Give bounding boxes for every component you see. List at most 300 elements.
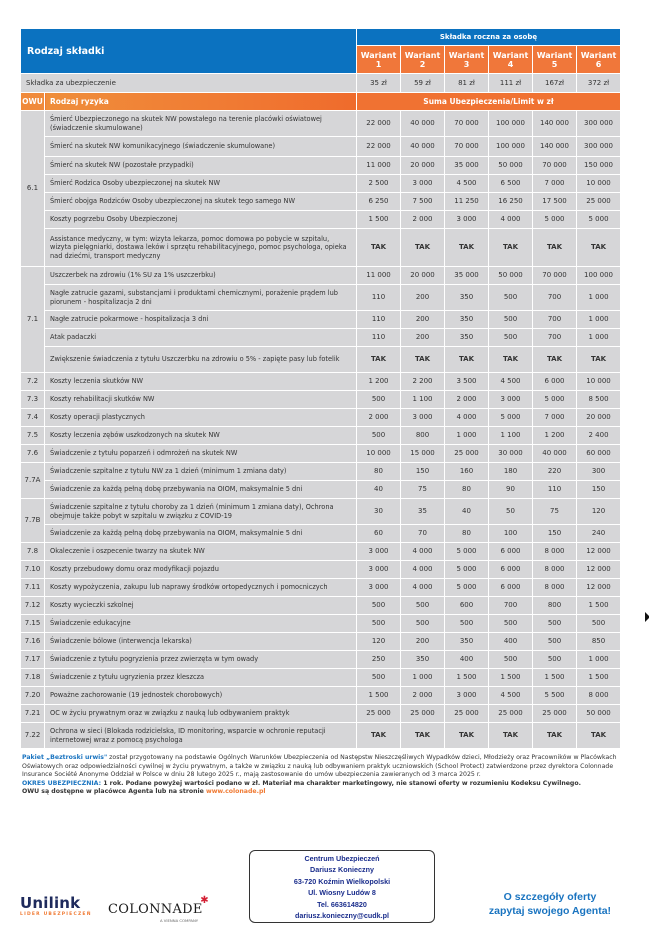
table-row (21, 499, 621, 525)
sum-value-variant-2: 25 000 (401, 705, 445, 723)
table-row (21, 409, 621, 427)
owu-code: 7.21 (21, 705, 45, 723)
sum-value-variant-2: 40 000 (401, 137, 445, 157)
sum-value-variant-1: 11 000 (357, 267, 401, 285)
owu-column-header: OWU (21, 93, 45, 111)
owu-code: 7.17 (21, 651, 45, 669)
package-text: został przygotowany na podstawie Ogólnych Warunków Ubezpieczenia od Następstw Nieszczęśliwych Wypadków dzieci, Młodzieży oraz Pracowników w Placówkach Oświatowych oraz odpowiedzialności cywilnej w życiu prywatnym, a także w związku z nauką lub odbywaniem praktyk uczniowskich (School Protect) zatwierdzone przez dyrektora Colonnade Insurance Société Anonyme Oddział w Polsce w dniu 28 lutego 2025 r., mają zastosowanie do umów ubezpieczenia zawieranych od 3 marca 2025 r. (22, 754, 617, 779)
sum-value-variant-2: 350 (401, 651, 445, 669)
variant-header-6 (577, 46, 621, 74)
risk-description: Assistance medyczny, w tym: wizyta lekarza, pomoc domowa po pobycie w szpitalu, wizyta pielęgniarki, dostawa leków i sprzętu rehabilitacyjnego, pomoc psychologa, opieka nad dziećmi, transport medyczny (45, 229, 357, 267)
agent-contact-box (249, 850, 435, 923)
maple-leaf-icon: ✱ (200, 895, 209, 906)
sum-value-variant-6: 1 000 (577, 285, 621, 311)
variant-number: 6 (595, 59, 602, 69)
sum-value-variant-3: 40 (445, 499, 489, 525)
table-row (21, 311, 621, 329)
risk-description: Świadczenie z tytułu poparzeń i odmrożeń na skutek NW (45, 445, 357, 463)
sum-value-variant-3: 350 (445, 285, 489, 311)
agent-name: Dariusz Konieczny (310, 865, 374, 875)
owu-code: 7.10 (21, 561, 45, 579)
sum-value-variant-5: 25 000 (533, 705, 577, 723)
sum-value-variant-6: TAK (577, 229, 621, 267)
table-row (21, 705, 621, 723)
sum-value-variant-2: 1 000 (401, 669, 445, 687)
sum-value-variant-5: 75 (533, 499, 577, 525)
sum-value-variant-4: 700 (489, 597, 533, 615)
table-row (21, 651, 621, 669)
variant-word: Wariant (492, 50, 529, 60)
sum-value-variant-3: 80 (445, 525, 489, 543)
sum-value-variant-4: 6 000 (489, 579, 533, 597)
sum-value-variant-2: 500 (401, 615, 445, 633)
sum-value-variant-5: 220 (533, 463, 577, 481)
sum-value-variant-4: 400 (489, 633, 533, 651)
sum-value-variant-2: 2 000 (401, 211, 445, 229)
coverage-table (20, 28, 621, 749)
sum-value-variant-2: 150 (401, 463, 445, 481)
sum-value-variant-5: 5 000 (533, 211, 577, 229)
sum-value-variant-4: 4 500 (489, 687, 533, 705)
sum-value-variant-5: 700 (533, 329, 577, 347)
sum-value-variant-6: 850 (577, 633, 621, 651)
owu-code: 6.1 (21, 111, 45, 267)
sum-value-variant-4: TAK (489, 723, 533, 749)
sum-value-variant-3: TAK (445, 723, 489, 749)
owu-code: 7.7A (21, 463, 45, 499)
variant-word: Wariant (404, 50, 441, 60)
sum-value-variant-4: 4 000 (489, 211, 533, 229)
sum-value-variant-6: 1 000 (577, 329, 621, 347)
sum-value-variant-1: 25 000 (357, 705, 401, 723)
sum-value-variant-2: 1 100 (401, 391, 445, 409)
owu-line (22, 788, 627, 797)
owu-code: 7.3 (21, 391, 45, 409)
sum-value-variant-5: 1 200 (533, 427, 577, 445)
table-row (21, 597, 621, 615)
sum-value-variant-6: 500 (577, 615, 621, 633)
sum-value-variant-3: 4 000 (445, 409, 489, 427)
table-row (21, 211, 621, 229)
sum-value-variant-3: 70 000 (445, 137, 489, 157)
sum-value-variant-6: 8 500 (577, 391, 621, 409)
annual-premium-label: Składka roczna za osobę (357, 29, 621, 46)
sum-value-variant-5: TAK (533, 723, 577, 749)
sum-value-variant-4: 1 500 (489, 669, 533, 687)
table-row (21, 561, 621, 579)
sum-value-variant-6: 25 000 (577, 193, 621, 211)
sum-value-variant-6: 5 000 (577, 211, 621, 229)
agent-street: Ul. Wiosny Ludów 8 (308, 888, 376, 898)
table-row (21, 615, 621, 633)
owu-code: 7.12 (21, 597, 45, 615)
package-name: Pakiet „Beztroski urwis" (22, 754, 108, 761)
risk-description: Świadczenie szpitalne z tytułu choroby za 1 dzień (minimum 1 zmiana daty), Ochrona obejmuje także pobyt w szpitalu w związku z COVID-19 (45, 499, 357, 525)
table-row (21, 175, 621, 193)
owu-code: 7.6 (21, 445, 45, 463)
sum-value-variant-1: 3 000 (357, 543, 401, 561)
sum-value-variant-2: 70 (401, 525, 445, 543)
risk-description: Ochrona w sieci (Blokada rodzicielska, ID monitoring, wsparcie w ochronie reputacji internetowej wraz z pomocą psychologa (45, 723, 357, 749)
sum-value-variant-1: 110 (357, 329, 401, 347)
colonnade-logo (108, 895, 209, 923)
sum-value-variant-4: 4 500 (489, 373, 533, 391)
sum-value-variant-3: 350 (445, 329, 489, 347)
sum-value-variant-3: 70 000 (445, 111, 489, 137)
sum-value-variant-2: 4 000 (401, 579, 445, 597)
sum-value-variant-5: 500 (533, 615, 577, 633)
header-row-top (21, 29, 621, 46)
sum-value-variant-1: TAK (357, 229, 401, 267)
risk-description: Zwiększenie świadczenia z tytułu Uszczerbku na zdrowiu o 5% - zapięte pasy lub fotelik (45, 347, 357, 373)
sum-value-variant-6: 1 500 (577, 597, 621, 615)
risk-description: Koszty rehabilitacji skutków NW (45, 391, 357, 409)
variant-number: 1 (375, 59, 382, 69)
sum-value-variant-3: 35 000 (445, 267, 489, 285)
sum-value-variant-3: 5 000 (445, 543, 489, 561)
sum-value-variant-4: 6 000 (489, 543, 533, 561)
risk-description: Świadczenie z tytułu pogryzienia przez zwierzęta w tym owady (45, 651, 357, 669)
sum-value-variant-6: 12 000 (577, 561, 621, 579)
sum-value-variant-6: 150 000 (577, 157, 621, 175)
variant-header-4 (489, 46, 533, 74)
section-header-row (21, 93, 621, 111)
sum-value-variant-6: 1 000 (577, 651, 621, 669)
risk-description: Śmierć obojga Rodziców Osoby ubezpieczonej na skutek tego samego NW (45, 193, 357, 211)
table-row (21, 543, 621, 561)
colonnade-name: COLONNADE (108, 902, 203, 917)
table-row (21, 481, 621, 499)
sum-value-variant-1: 1 200 (357, 373, 401, 391)
sum-value-variant-5: 150 (533, 525, 577, 543)
premium-row-label: Składka za ubezpieczenie (21, 74, 357, 93)
sum-value-variant-5: 500 (533, 633, 577, 651)
owu-text: OWU są dostępne w placówce Agenta lub na stronie (22, 788, 206, 796)
sum-value-variant-5: 800 (533, 597, 577, 615)
sum-value-variant-5: 500 (533, 651, 577, 669)
owu-code: 7.5 (21, 427, 45, 445)
sum-value-variant-2: 2 000 (401, 687, 445, 705)
sum-value-variant-6: 1 500 (577, 669, 621, 687)
sum-value-variant-5: 6 000 (533, 373, 577, 391)
table-row (21, 391, 621, 409)
sum-value-variant-1: 40 (357, 481, 401, 499)
premium-value-variant-6: 372 zł (577, 74, 621, 93)
table-row (21, 445, 621, 463)
sum-value-variant-4: 6 500 (489, 175, 533, 193)
sum-value-variant-6: 300 (577, 463, 621, 481)
sum-value-variant-1: 3 000 (357, 561, 401, 579)
sum-value-variant-1: 500 (357, 391, 401, 409)
sum-value-variant-4: 6 000 (489, 561, 533, 579)
sum-value-variant-2: 200 (401, 329, 445, 347)
risk-description: Śmierć na skutek NW (pozostałe przypadki) (45, 157, 357, 175)
sum-value-variant-2: 4 000 (401, 543, 445, 561)
variant-header-5 (533, 46, 577, 74)
table-row (21, 157, 621, 175)
variant-header-2 (401, 46, 445, 74)
risk-description: Poważne zachorowanie (19 jednostek chorobowych) (45, 687, 357, 705)
agent-email[interactable]: dariusz.konieczny@cudk.pl (294, 911, 390, 921)
sum-value-variant-6: TAK (577, 347, 621, 373)
sum-value-variant-6: 20 000 (577, 409, 621, 427)
sum-value-variant-1: 11 000 (357, 157, 401, 175)
risk-column-header: Rodzaj ryzyka (45, 93, 357, 111)
sum-value-variant-4: TAK (489, 229, 533, 267)
sum-value-variant-5: 40 000 (533, 445, 577, 463)
sum-value-variant-6: 120 (577, 499, 621, 525)
call-to-action (455, 890, 645, 918)
table-row (21, 111, 621, 137)
sum-value-variant-3: 25 000 (445, 445, 489, 463)
sum-value-variant-4: 25 000 (489, 705, 533, 723)
sum-value-variant-3: 2 000 (445, 391, 489, 409)
owu-code: 7.16 (21, 633, 45, 651)
sum-value-variant-2: 20 000 (401, 267, 445, 285)
variant-number: 2 (419, 59, 426, 69)
table-row (21, 525, 621, 543)
sum-value-variant-5: 7 000 (533, 175, 577, 193)
sum-value-variant-3: 80 (445, 481, 489, 499)
sum-value-variant-4: 100 000 (489, 111, 533, 137)
sum-value-variant-3: 350 (445, 633, 489, 651)
sum-value-variant-3: 3 500 (445, 373, 489, 391)
sum-value-variant-3: 4 500 (445, 175, 489, 193)
sum-value-variant-4: 3 000 (489, 391, 533, 409)
table-row (21, 373, 621, 391)
sum-value-variant-4: 50 (489, 499, 533, 525)
sum-value-variant-3: TAK (445, 229, 489, 267)
sum-value-variant-1: 22 000 (357, 111, 401, 137)
variant-number: 4 (507, 59, 514, 69)
risk-description: Atak padaczki (45, 329, 357, 347)
table-row (21, 463, 621, 481)
sum-insured-header: Suma Ubezpieczenia/Limit w zł (357, 93, 621, 111)
sum-value-variant-1: 110 (357, 311, 401, 329)
premium-value-variant-4: 111 zł (489, 74, 533, 93)
unilink-name: Unilink (20, 894, 81, 912)
premium-value-variant-1: 35 zł (357, 74, 401, 93)
package-description (22, 754, 627, 780)
sum-value-variant-2: TAK (401, 229, 445, 267)
unilink-tagline: LIDER UBEZPIECZEŃ (20, 912, 92, 917)
sum-value-variant-1: 2 500 (357, 175, 401, 193)
sum-value-variant-4: 500 (489, 311, 533, 329)
sum-value-variant-2: 35 (401, 499, 445, 525)
variant-word: Wariant (360, 50, 397, 60)
sum-value-variant-5: 70 000 (533, 267, 577, 285)
owu-code: 7.1 (21, 267, 45, 373)
sum-value-variant-2: TAK (401, 723, 445, 749)
premium-type-title: Rodzaj składki (21, 29, 357, 74)
page-scroll-arrow-icon[interactable] (645, 612, 649, 622)
sum-value-variant-4: 500 (489, 615, 533, 633)
sum-value-variant-1: 2 000 (357, 409, 401, 427)
risk-description: Śmierć na skutek NW komunikacyjnego (świadczenie skumulowane) (45, 137, 357, 157)
risk-description: Koszty operacji plastycznych (45, 409, 357, 427)
sum-value-variant-4: 500 (489, 329, 533, 347)
premium-row (21, 74, 621, 93)
sum-value-variant-5: TAK (533, 229, 577, 267)
owu-code: 7.22 (21, 723, 45, 749)
table-row (21, 137, 621, 157)
variant-word: Wariant (448, 50, 485, 60)
period-label: OKRES UBEZPIECZNIA: (22, 779, 102, 787)
risk-description: Świadczenie za każdą pełną dobę przebywania na OIOM, maksymalnie 5 dni (45, 481, 357, 499)
risk-description: Koszty wypożyczenia, zakupu lub naprawy środków ortopedycznych i pomocniczych (45, 579, 357, 597)
sum-value-variant-3: 160 (445, 463, 489, 481)
table-row (21, 687, 621, 705)
sum-value-variant-5: TAK (533, 347, 577, 373)
sum-value-variant-3: TAK (445, 347, 489, 373)
sum-value-variant-1: 500 (357, 597, 401, 615)
sum-value-variant-2: 15 000 (401, 445, 445, 463)
sum-value-variant-3: 3 000 (445, 211, 489, 229)
risk-description: Koszty wycieczki szkolnej (45, 597, 357, 615)
sum-value-variant-4: 100 000 (489, 137, 533, 157)
risk-description: Świadczenie za każdą pełną dobę przebywania na OIOM, maksymalnie 5 dni (45, 525, 357, 543)
sum-value-variant-6: 10 000 (577, 373, 621, 391)
period-text: 1 rok. Podane powyżej wartości podano w zł. Materiał ma charakter marketingowy, nie stanowi oferty w rozumieniu Kodeksu Cywilnego. (101, 779, 581, 787)
sum-value-variant-1: 1 500 (357, 211, 401, 229)
sum-value-variant-3: 5 000 (445, 561, 489, 579)
owu-code: 7.4 (21, 409, 45, 427)
sum-value-variant-2: 4 000 (401, 561, 445, 579)
sum-value-variant-5: 700 (533, 285, 577, 311)
sum-value-variant-1: 22 000 (357, 137, 401, 157)
sum-value-variant-6: TAK (577, 723, 621, 749)
sum-value-variant-5: 5 500 (533, 687, 577, 705)
sum-value-variant-6: 1 000 (577, 311, 621, 329)
sum-value-variant-3: 25 000 (445, 705, 489, 723)
agent-phone[interactable]: Tel. 663614820 (317, 899, 367, 909)
risk-description: Nagłe zatrucie pokarmowe - hospitalizacja 3 dni (45, 311, 357, 329)
footnote (22, 754, 627, 797)
sum-value-variant-3: 400 (445, 651, 489, 669)
sum-value-variant-4: 1 100 (489, 427, 533, 445)
risk-description: Śmierć Ubezpieczonego na skutek NW powstałego na terenie placówki oświatowej (świadczenie skumulowane) (45, 111, 357, 137)
unilink-logo (20, 896, 92, 917)
sum-value-variant-2: 200 (401, 633, 445, 651)
sum-value-variant-6: 60 000 (577, 445, 621, 463)
sum-value-variant-4: 100 (489, 525, 533, 543)
sum-value-variant-4: 500 (489, 651, 533, 669)
cta-line-2: zapytaj swojego Agenta! (488, 905, 612, 917)
sum-value-variant-6: 100 000 (577, 267, 621, 285)
sum-value-variant-4: 16 250 (489, 193, 533, 211)
variant-word: Wariant (580, 50, 617, 60)
sum-value-variant-1: 10 000 (357, 445, 401, 463)
sum-value-variant-5: 140 000 (533, 137, 577, 157)
sum-value-variant-1: 110 (357, 285, 401, 311)
sum-value-variant-6: 150 (577, 481, 621, 499)
sum-value-variant-1: 500 (357, 615, 401, 633)
sum-value-variant-2: 20 000 (401, 157, 445, 175)
sum-value-variant-1: 60 (357, 525, 401, 543)
table-row (21, 427, 621, 445)
sum-value-variant-4: 500 (489, 285, 533, 311)
risk-description: Świadczenie szpitalne z tytułu NW za 1 dzień (minimum 1 zmiana daty) (45, 463, 357, 481)
sum-value-variant-1: 80 (357, 463, 401, 481)
sum-value-variant-2: 500 (401, 597, 445, 615)
variant-header-1 (357, 46, 401, 74)
sum-value-variant-1: 120 (357, 633, 401, 651)
table-row (21, 723, 621, 749)
sum-value-variant-1: TAK (357, 347, 401, 373)
cta-line-1: O szczegóły oferty (503, 891, 597, 903)
variant-number: 3 (463, 59, 470, 69)
table-row (21, 633, 621, 651)
sum-value-variant-6: 300 000 (577, 111, 621, 137)
sum-value-variant-4: 50 000 (489, 157, 533, 175)
sum-value-variant-2: 75 (401, 481, 445, 499)
sum-value-variant-4: 50 000 (489, 267, 533, 285)
sum-value-variant-4: TAK (489, 347, 533, 373)
website-link[interactable]: www.colonade.pl (206, 788, 266, 796)
variant-number: 5 (551, 59, 558, 69)
sum-value-variant-5: 8 000 (533, 543, 577, 561)
table-row (21, 329, 621, 347)
risk-description: Świadczenie edukacyjne (45, 615, 357, 633)
sum-value-variant-5: 17 500 (533, 193, 577, 211)
sum-value-variant-3: 1 000 (445, 427, 489, 445)
risk-description: Koszty leczenia zębów uszkodzonych na skutek NW (45, 427, 357, 445)
owu-code: 7.7B (21, 499, 45, 543)
risk-description: Uszczerbek na zdrowiu (1% SU za 1% uszczerbku) (45, 267, 357, 285)
sum-value-variant-6: 8 000 (577, 687, 621, 705)
sum-value-variant-6: 300 000 (577, 137, 621, 157)
sum-value-variant-5: 140 000 (533, 111, 577, 137)
sum-value-variant-2: TAK (401, 347, 445, 373)
risk-description: Nagłe zatrucie gazami, substancjami i produktami chemicznymi, porażenie prądem lub piorunem - hospitalizacja 2 dni (45, 285, 357, 311)
variant-word: Wariant (536, 50, 573, 60)
sum-value-variant-6: 10 000 (577, 175, 621, 193)
owu-code: 7.2 (21, 373, 45, 391)
sum-value-variant-6: 50 000 (577, 705, 621, 723)
table-row (21, 347, 621, 373)
risk-description: OC w życiu prywatnym oraz w związku z nauką lub odbywaniem praktyk (45, 705, 357, 723)
agent-city: 63-720 Koźmin Wielkopolski (293, 876, 391, 886)
sum-value-variant-6: 2 400 (577, 427, 621, 445)
coverage-table-container (20, 28, 620, 749)
risk-description: Okaleczenie i oszpecenie twarzy na skutek NW (45, 543, 357, 561)
coverage-body (21, 111, 621, 749)
owu-code: 7.20 (21, 687, 45, 705)
sum-value-variant-5: 70 000 (533, 157, 577, 175)
risk-description: Koszty leczenia skutków NW (45, 373, 357, 391)
sum-value-variant-5: 700 (533, 311, 577, 329)
table-row (21, 579, 621, 597)
sum-value-variant-2: 3 000 (401, 175, 445, 193)
variant-header-3 (445, 46, 489, 74)
sum-value-variant-5: 7 000 (533, 409, 577, 427)
sum-value-variant-3: 35 000 (445, 157, 489, 175)
risk-description: Świadczenie z tytułu ugryzienia przez kleszcza (45, 669, 357, 687)
sum-value-variant-3: 1 500 (445, 669, 489, 687)
sum-value-variant-3: 350 (445, 311, 489, 329)
sum-value-variant-3: 600 (445, 597, 489, 615)
sum-value-variant-2: 200 (401, 311, 445, 329)
risk-description: Koszty przebudowy domu oraz modyfikacji pojazdu (45, 561, 357, 579)
sum-value-variant-4: 5 000 (489, 409, 533, 427)
sum-value-variant-1: TAK (357, 723, 401, 749)
sum-value-variant-1: 30 (357, 499, 401, 525)
premium-value-variant-2: 59 zł (401, 74, 445, 93)
sum-value-variant-2: 200 (401, 285, 445, 311)
sum-value-variant-2: 7 500 (401, 193, 445, 211)
owu-code: 7.15 (21, 615, 45, 633)
premium-value-variant-3: 81 zł (445, 74, 489, 93)
